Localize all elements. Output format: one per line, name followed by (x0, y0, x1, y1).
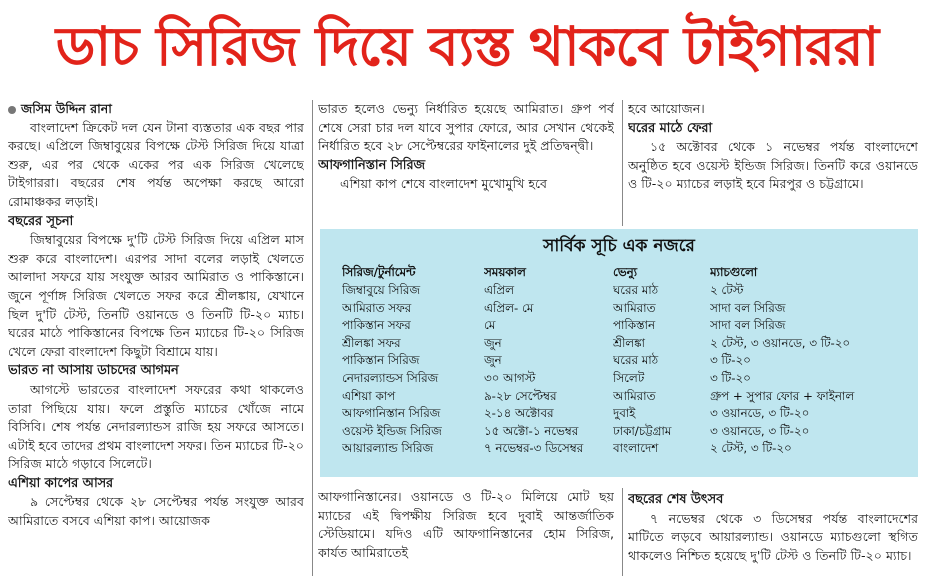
venue-cell: বাংলাদেশ (613, 441, 659, 456)
column-divider (622, 488, 623, 576)
matches-cell: গ্রুপ + সুপার ফোর + ফাইনাল (710, 388, 855, 403)
section-title-asia-cup: এশিয়া কাপের আসর (8, 475, 114, 491)
matches-cell: ৩ টি-২০ (710, 370, 751, 385)
venue-cell: ঢাকা/চট্টগ্রাম (613, 423, 672, 438)
table-row (342, 317, 912, 335)
period-cell: ৩০ আগস্ট (484, 370, 536, 385)
series-cell: ওয়েস্ট ইন্ডিজ সিরিজ (342, 423, 442, 438)
period-cell: ১৫ অক্টো-১ নভেম্বর (484, 423, 579, 438)
section-text-year-end: ৭ নভেম্বর থেকে ৩ ডিসেম্বর পর্যন্ত বাংলাদেশের মাটিতে লড়বে আয়ারল্যান্ড। ওয়ানডে ম্যাচগুলো স্থগিত থাকলেও নিশ্চিত হয়েছে দু'টি টেস্ট ও তিনটি টি-২০ ম্যাচ। (628, 510, 918, 563)
section-title-dutch-arrival: ভারত না আসায় ডাচদের আগমন (8, 363, 179, 379)
table-row (342, 423, 912, 441)
series-cell: নেদারল্যান্ডস সিরিজ (342, 370, 439, 385)
bullet-icon (8, 106, 16, 114)
afghanistan-continuation: আফগানিস্তানের। ওয়ানডে ও টি-২০ মিলিয়ে মোট ছয় ম্যাচের এই দ্বিপক্ষীয় সিরিজ হবে দুবাই আন্তর্জাতিক স্টেডিয়ামে। যদিও এটি আফগানিস্তানের হোম সিরিজ, কার্যত আমিরাতেই (318, 489, 614, 560)
venue-cell: শ্রীলঙ্কা (613, 335, 645, 350)
matches-cell: ২ টেস্ট, ৩ ওয়ানডে, ৩ টি-২০ (710, 335, 851, 350)
column-3-continuation: হবে আয়োজন। (628, 101, 705, 116)
series-cell: পাকিস্তান সিরিজ (342, 353, 420, 368)
series-cell: আমিরাত সফর (342, 300, 412, 315)
column-divider (312, 100, 313, 576)
venue-cell: ঘরের মাঠ (613, 283, 659, 297)
series-cell: আফগানিস্তান সিরিজ (342, 406, 441, 421)
section-text-start-of-year: জিম্বাবুয়ের বিপক্ষে দু'টি টেস্ট সিরিজ দিয়ে এপ্রিল মাস শুরু করে বাংলাদেশ। এরপর সাদা বলের লড়াই খেলতে আলাদা সফরে যায় সংযুক্ত আরব আমিরাত ও পাকিস্তানে। জুনে পূর্ণাঙ্গ সিরিজ খেলতে সফর করে শ্রীলঙ্কায়, যেখানে ছিল দু'টি টেস্ট, তিনটি ওয়ানডে ও তিনটি টি-২০ ম্যাচ। ঘরের মাঠে পাকিস্তানের বিপক্ষে তিন ম্যাচের টি-২০ সিরিজ খেলে ফেরা বাংলাদেশ কিছুটা বিশ্রামে যায়। (8, 232, 304, 359)
series-cell: শ্রীলঙ্কা সফর (342, 335, 401, 350)
section-title-afghanistan: আফগানিস্তান সিরিজ (318, 157, 425, 173)
section-text-asia-cup: ৯ সেপ্টেম্বর থেকে ২৮ সেপ্টেম্বর পর্যন্ত সংযুক্ত আরব আমিরাতে বসবে এশিয়া কাপ। আয়োজক (8, 494, 304, 529)
table-row (342, 405, 912, 423)
author-name: জসিম উদ্দিন রানা (21, 101, 112, 116)
schedule-table (342, 263, 912, 458)
table-row (342, 352, 912, 370)
column-divider (622, 100, 623, 226)
table-row (342, 300, 912, 318)
column-header: সিরিজ/টুর্নামেন্ট (342, 265, 416, 279)
table-row (342, 335, 912, 353)
period-cell: ৭ নভেম্বর-৩ ডিসেম্বর (484, 441, 584, 456)
section-title-home-return: ঘরের মাঠে ফেরা (628, 120, 713, 136)
matches-cell: ৩ ওয়ানডে, ৩ টি-২০ (710, 406, 810, 421)
period-cell: জুন (484, 353, 502, 368)
column-3-bottom (628, 490, 918, 576)
period-cell: ৯-২৮ সেপ্টেম্বর (484, 388, 557, 403)
section-title-year-end: বছরের শেষ উৎসব (628, 492, 724, 507)
table-header-row (342, 263, 912, 282)
period-cell: এপ্রিল- মে (484, 300, 534, 315)
matches-cell: সাদা বল সিরিজ (710, 300, 786, 315)
table-row (342, 440, 912, 458)
venue-cell: আমিরাত (613, 300, 656, 315)
venue-cell: দুবাই (613, 406, 636, 421)
schedule-box (320, 229, 918, 477)
intro-paragraph: বাংলাদেশ ক্রিকেট দল যেন টানা ব্যস্ততার এক বছর পার করছে। এপ্রিলে জিম্বাবুয়ের বিপক্ষে টেস্ট সিরিজ দিয়ে যাত্রা শুরু, এর পর থেকে একের পর এক সিরিজ খেলেছে টাইগাররা। বছরের শেষ পর্যন্ত অপেক্ষা করছে আরো রোমাঞ্চকর লড়াই। (8, 119, 304, 209)
matches-cell: সাদা বল সিরিজ (710, 318, 786, 333)
column-2-bottom (318, 488, 614, 576)
schedule-title: সার্বিক সূচি এক নজরে (543, 236, 695, 256)
matches-cell: ২ টেস্ট (710, 283, 744, 297)
period-cell: জুন (484, 335, 502, 350)
column-3-top (628, 100, 918, 226)
series-cell: পাকিস্তান সফর (342, 318, 411, 333)
section-title-start-of-year: বছরের সূচনা (8, 213, 74, 229)
series-cell: এশিয়া কাপ (342, 388, 396, 403)
column-header: ভেন্যু (613, 265, 638, 279)
byline (8, 100, 304, 119)
table-row (342, 370, 912, 388)
period-cell: এপ্রিল (484, 283, 514, 297)
venue-cell: পাকিস্তান (613, 318, 656, 333)
table-row (342, 282, 912, 300)
matches-cell: ৩ টি-২০ (710, 353, 751, 368)
venue-cell: আমিরাত (613, 388, 656, 403)
column-2-top (318, 100, 614, 226)
headline: ডাচ সিরিজ দিয়ে ব্যস্ত থাকবে টাইগাররা (55, 15, 879, 78)
asia-cup-continuation: ভারত হলেও ভেন্যু নির্ধারিত হয়েছে আমিরাত। গ্রুপ পর্ব শেষে সেরা চার দল যাবে সুপার ফোরে, আর সেখান থেকেই নির্ধারিত হবে ২৮ সেপ্টেম্বরের ফাইনালের দুই প্রতিদ্বন্দ্বী। (318, 101, 614, 154)
matches-cell: ৩ ওয়ানডে, ৩ টি-২০ (710, 423, 810, 438)
venue-cell: সিলেট (613, 370, 645, 385)
column-1 (8, 100, 304, 576)
period-cell: মে (484, 318, 496, 333)
series-cell: আয়ারল্যান্ড সিরিজ (342, 441, 434, 456)
section-text-dutch-arrival: আগস্টে ভারতের বাংলাদেশ সফরের কথা থাকলেও তারা পিছিয়ে যায়। ফলে প্রস্তুতি ম্যাচের খোঁজে নামে বিসিবি। শেষ পর্যন্ত নেদারল্যান্ডস রাজি হয় সফরে আসতে। এটাই হবে তাদের প্রথম বাংলাদেশ সফর। তিন ম্যাচের টি-২০ সিরিজ মাঠে গড়াবে সিলেটে। (8, 381, 304, 472)
table-row (342, 388, 912, 406)
column-header: সময়কাল (484, 265, 526, 279)
period-cell: ২-১৪ অক্টোবর (484, 406, 554, 421)
section-text-home-return: ১৫ অক্টোবর থেকে ১ নভেম্বর পর্যন্ত বাংলাদেশে অনুষ্ঠিত হবে ওয়েস্ট ইন্ডিজ সিরিজ। তিনটি করে ওয়ানডে ও টি-২০ ম্যাচের লড়াই হবে মিরপুর ও চট্টগ্রামে। (628, 139, 918, 192)
column-header: ম্যাচগুলো (710, 265, 758, 279)
venue-cell: ঘরের মাঠ (613, 353, 659, 368)
matches-cell: ২ টেস্ট, ৩ টি-২০ (710, 441, 792, 456)
series-cell: জিম্বাবুয়ে সিরিজ (342, 283, 420, 297)
section-text-afghanistan: এশিয়া কাপ শেষে বাংলাদেশ মুখোমুখি হবে (340, 176, 548, 192)
